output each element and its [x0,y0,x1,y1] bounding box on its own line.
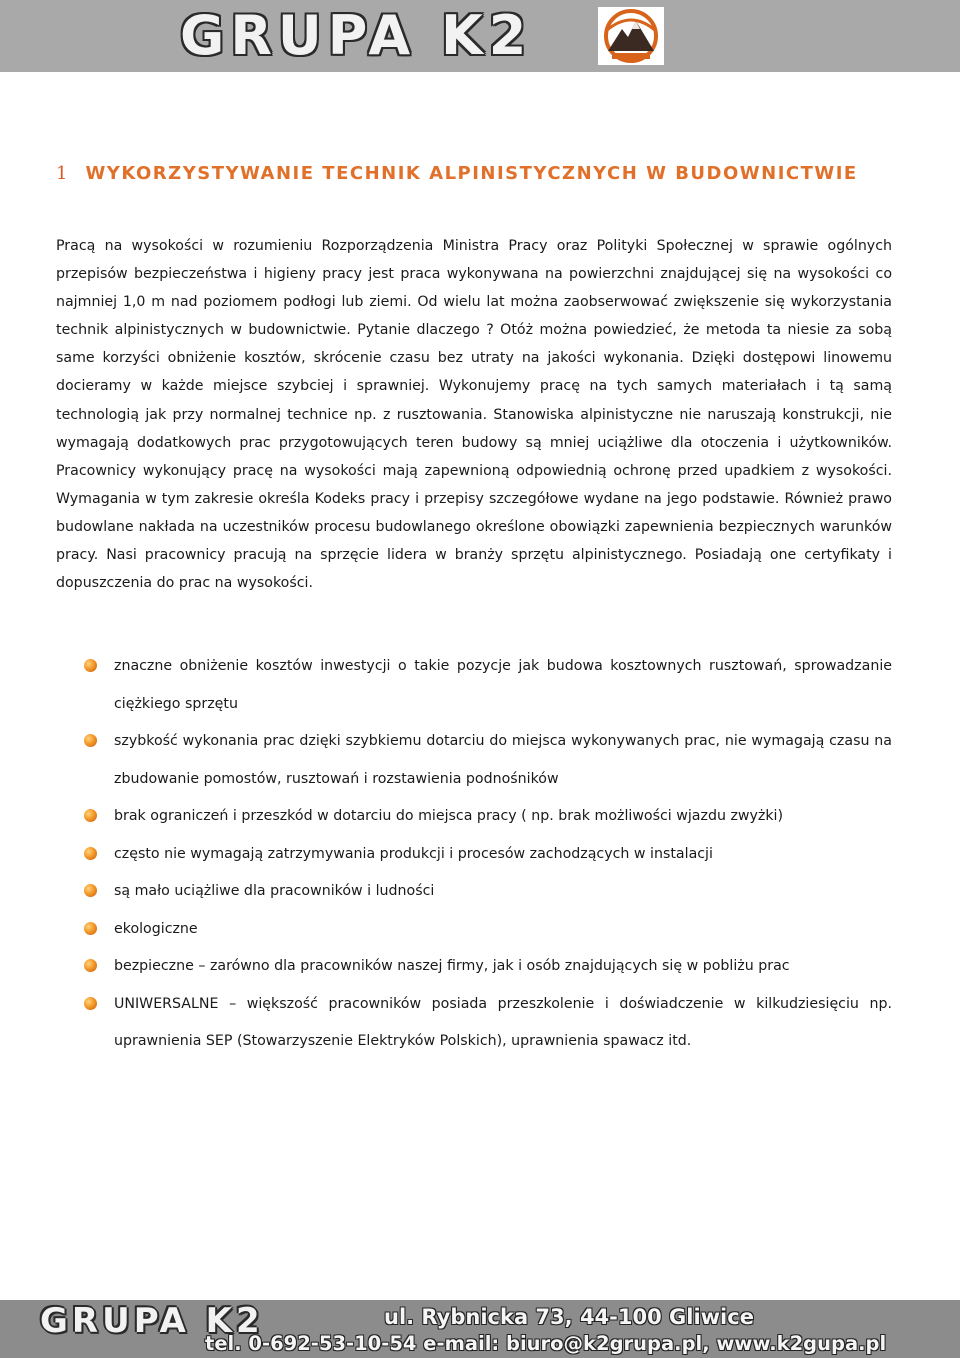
list-item-text: często nie wymagają zatrzymywania produkcji i procesów zachodzących w instalacji [114,845,713,862]
list-item-text: brak ograniczeń i przeszkód w dotarciu do miejsca pracy ( np. brak możliwości wjazdu zwyżki) [114,808,784,824]
list-item-text: są mało uciążliwe dla pracowników i ludności [114,883,435,899]
list-item [84,836,892,874]
benefits-list [84,648,892,1061]
list-item-text: UNIWERSALNE – większość pracowników posiada przeszkolenie i doświadczenie w kilkudziesięciu np. uprawnienia SEP (Stowarzyszenie Elektryków Polskich), uprawnienia spawacz itd. [114,995,892,1049]
bullet-icon [84,847,97,860]
section-number: 1 [56,163,68,184]
page-header [0,0,960,72]
bullet-icon [84,734,97,747]
list-item [84,798,892,836]
list-item [84,723,892,798]
bullet-icon [84,959,97,972]
bullet-icon [84,997,97,1010]
footer-contact: tel. 0-692-53-10-54 e-mail: biuro@k2grupa.pl, www.k2gupa.pl [205,1332,887,1355]
list-item [84,911,892,949]
bullet-icon [84,659,97,672]
section-heading [56,163,916,184]
bullet-icon [84,884,97,897]
list-item [84,948,892,986]
company-logo-text: GRUPA K2 [180,4,533,67]
bullet-icon [84,922,97,935]
list-item [84,648,892,723]
list-item-text: szybkość wykonania prac dzięki szybkiemu dotarciu do miejsca wykonywanych prac, nie wymagają czasu na zbudowanie pomostów, rusztowań i rozstawienia podnośników [114,733,892,787]
k2-mountain-logo-icon [598,7,664,65]
footer-logo-text: GRUPA K2 [40,1301,264,1341]
bullet-icon [84,809,97,822]
section-title: WYKORZYSTYWANIE TECHNIK ALPINISTYCZNYCH W BUDOWNICTWIE [85,163,858,184]
list-item-text: znaczne obniżenie kosztów inwestycji o takie pozycje jak budowa kosztownych rusztowań, sprowadzanie ciężkiego sprzętu [114,658,892,712]
list-item-text: ekologiczne [114,920,198,937]
page-footer [0,1300,960,1358]
list-item [84,873,892,911]
footer-address: ul. Rybnicka 73, 44-100 Gliwice [384,1305,754,1329]
intro-paragraph: Pracą na wysokości w rozumieniu Rozporządzenia Ministra Pracy oraz Polityki Społecznej w sprawie ogólnych przepisów bezpieczeństwa i higieny pracy jest praca wykonywana na powierzchni znajdującej się na wysokości co najmniej 1,0 m nad poziomem podłogi lub ziemi. Od wielu lat można zaobserwować zwiększenie się wykorzystania technik alpinistycznych w budownictwie. Pytanie dlaczego ? Otóż można powiedzieć, że metoda ta niesie za sobą same korzyści obniżenie kosztów, skrócenie czasu bez utraty na jakości wykonania. Dzięki dostępowi linowemu docieramy w każde miejsce szybciej i sprawniej. Wykonujemy pracę na tych samych materiałach i tą samą technologią jak przy normalnej technice np. z rusztowania. Stanowiska alpinistyczne nie naruszają konstrukcji, nie wymagają dodatkowych prac przygotowujących teren budowy są mniej uciążliwe dla otoczenia i użytkowników. Pracownicy wykonujący pracę na wysokości mają zapewnioną odpowiednią ochronę przed upadkiem z wysokości. Wymagania w tym zakresie określa Kodeks pracy i przepisy szczegółowe wydane na jego podstawie. Również prawo budowlane nakłada na uczestników procesu budowlanego określone obowiązki zapewnienia bezpiecznych warunków pracy. Nasi pracownicy pracują na sprzęcie lidera w branży sprzętu alpinistycznego. Posiadają one certyfikaty i dopuszczenia do prac na wysokości. [56,238,892,592]
list-item-text: bezpieczne – zarówno dla pracowników naszej firmy, jak i osób znajdujących się w pobliżu prac [114,958,790,974]
k2-badge-graphic [598,7,664,65]
list-item [84,986,892,1061]
